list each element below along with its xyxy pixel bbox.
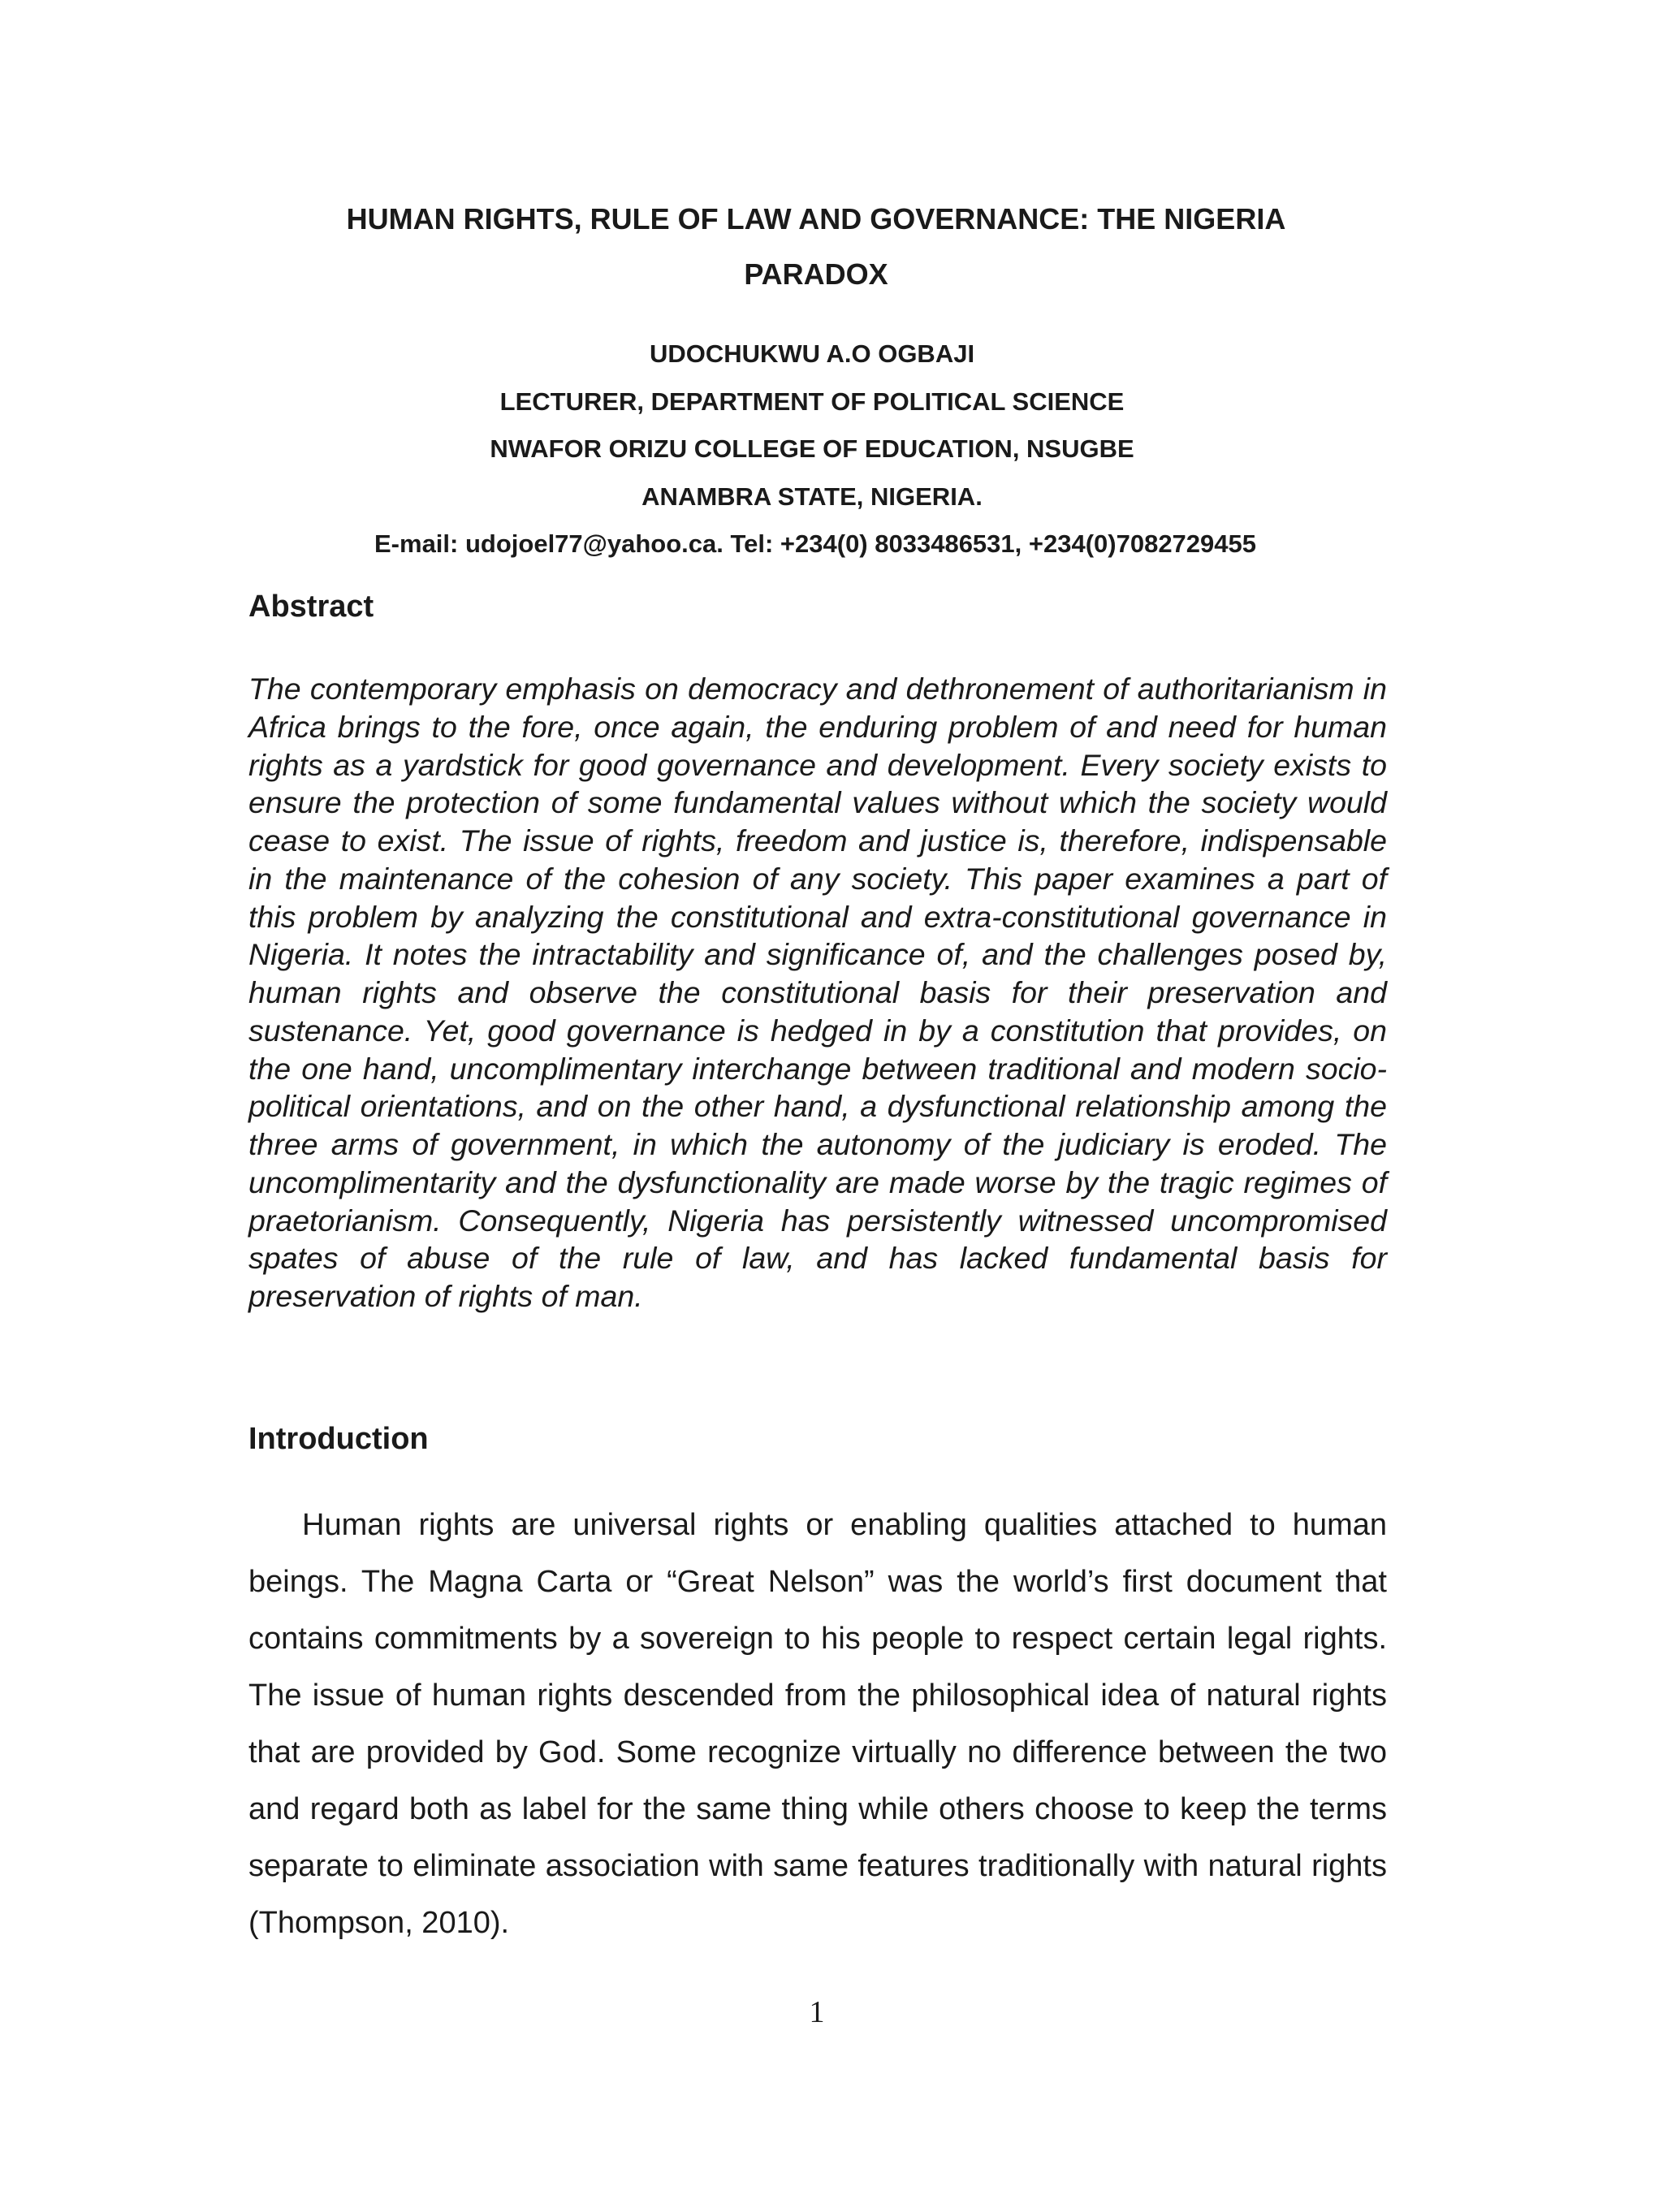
abstract-heading: Abstract [248, 590, 374, 624]
introduction-heading: Introduction [248, 1422, 429, 1456]
author-name: UDOCHUKWU A.O OGBAJI [649, 339, 975, 368]
page-number: 1 [809, 1995, 825, 2029]
introduction-text: Human rights are universal rights or enabling qualities attached to human beings. The Magna Carta or “Great Nelson” was the world’s first document that contains commitments by a sovereign to his people to respect certain legal rights. The issue of human rights descended from the philosophical idea of natural rights that are provided by God. Some recognize virtually no difference between the two and regard both as label for the same thing while others choose to keep the terms separate to eliminate association with same features traditionally with natural rights (Thompson, 2010). [248, 1508, 1387, 1940]
author-location: ANAMBRA STATE, NIGERIA. [641, 482, 983, 511]
paper-title-line-2: PARADOX [744, 257, 888, 291]
author-contact: E-mail: udojoel77@yahoo.ca. Tel: +234(0) 8033486531, +234(0)7082729455 [374, 529, 1256, 558]
paper-title-line-1: HUMAN RIGHTS, RULE OF LAW AND GOVERNANCE: THE NIGERIA [346, 202, 1286, 235]
author-position: LECTURER, DEPARTMENT OF POLITICAL SCIENCE [499, 387, 1125, 416]
abstract-text: The contemporary emphasis on democracy and dethronement of authoritarianism in Africa brings to the fore, once again, the enduring problem of and need for human rights as a yardstick for good governance and development. Every society exists to ensure the protection of some fundamental values without which the society would cease to exist. The issue of rights, freedom and justice is, therefore, indispensable in the maintenance of the cohesion of any society. This paper examines a part of this problem by analyzing the constitutional and extra-constitutional governance in Nigeria. It notes the intractability and significance of, and the challenges posed by, human rights and observe the constitutional basis for their preservation and sustenance. Yet, good governance is hedged in by a constitution that provides, on the one hand, uncomplimentary interchange between traditional and modern socio-political orientations, and on the other hand, a dysfunctional relationship among the three arms of government, in which the autonomy of the judiciary is eroded. The uncomplimentarity and the dysfunctionality are made worse by the tragic regimes of praetorianism. Consequently, Nigeria has persistently witnessed uncompromised spates of abuse of the rule of law, and has lacked fundamental basis for preservation of rights of man. [248, 672, 1387, 1313]
author-institution: NWAFOR ORIZU COLLEGE OF EDUCATION, NSUGBE [490, 434, 1134, 463]
